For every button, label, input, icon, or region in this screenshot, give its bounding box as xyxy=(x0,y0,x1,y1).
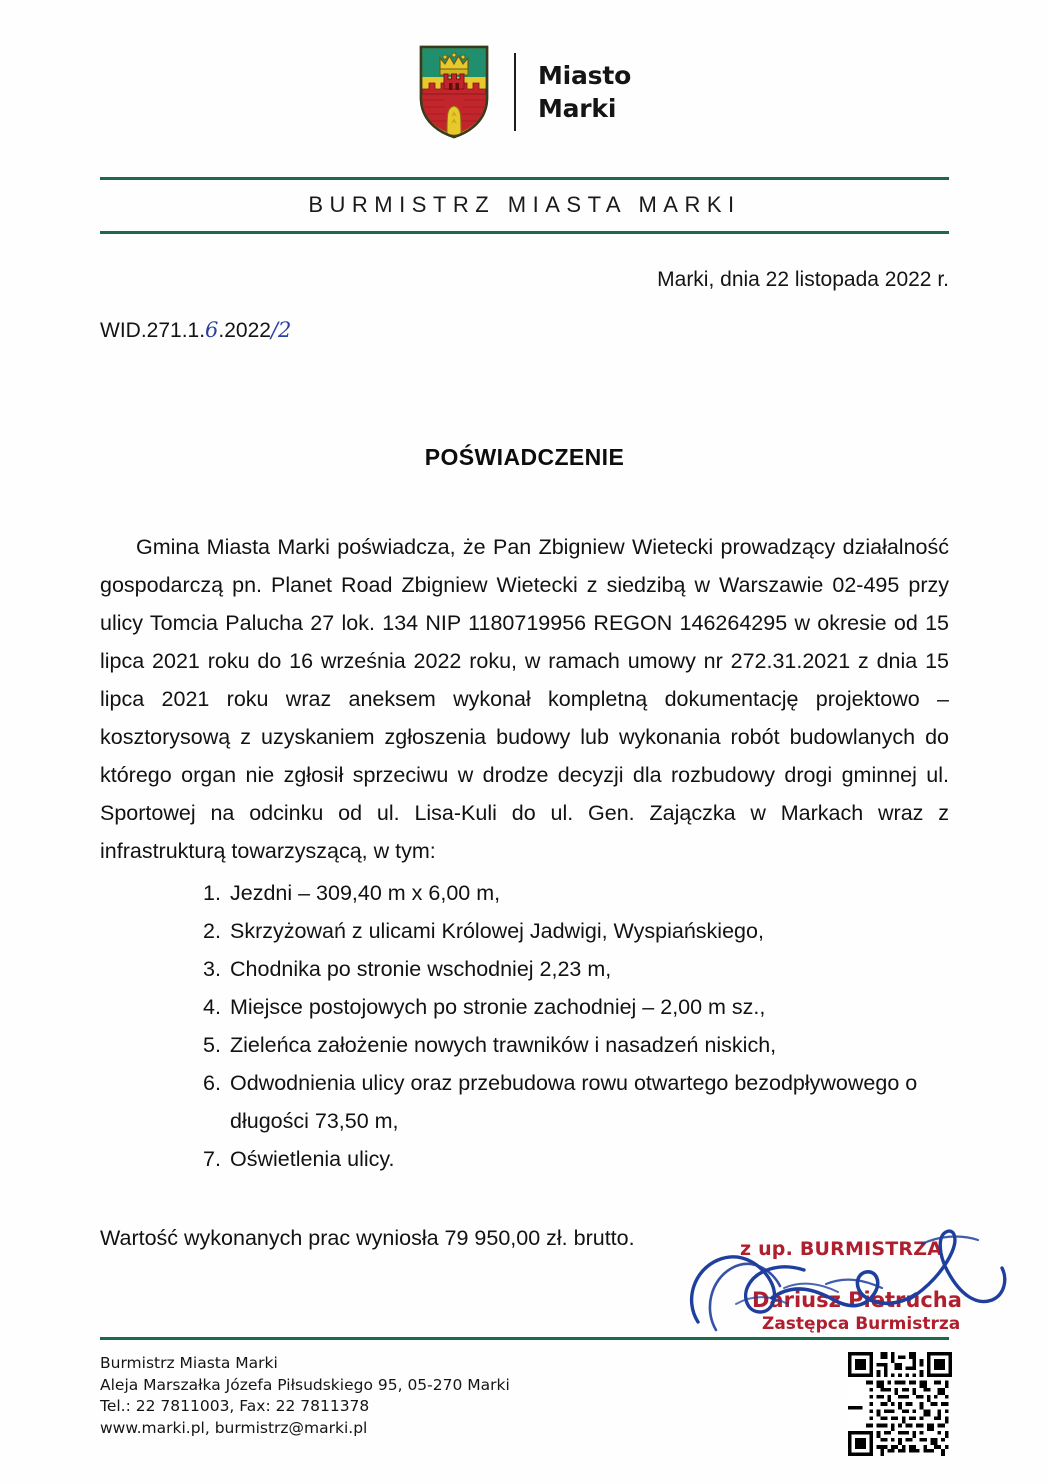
list-item: Miejsce postojowych po stronie zachodniej – 2,00 m sz., xyxy=(230,995,766,1019)
list-item: Oświetlenia ulicy. xyxy=(230,1147,395,1171)
footer-address xyxy=(100,1353,510,1439)
list-item: Odwodnienia ulicy oraz przebudowa rowu otwartego bezodpływowego o długości 73,50 m, xyxy=(230,1071,918,1133)
header-rule-top xyxy=(100,177,949,180)
brand-lockup xyxy=(418,44,631,140)
brand-name xyxy=(538,59,631,125)
footer-rule xyxy=(100,1337,949,1340)
body-paragraph: Gmina Miasta Marki poświadcza, że Pan Zbigniew Wietecki prowadzący działalność gospodarczą pn. Planet Road Zbigniew Wietecki z siedzibą w Warszawie 02-495 przy ulicy Tomcia Palucha 27 lok. 134 NIP 1180719956 REGON 146264295 w okresie od 15 lipca 2021 roku do 16 września 2022 roku, w ramach umowy nr 272.31.2021 z dnia 15 lipca 2021 roku wraz aneksem wykonał kompletną dokumentację projektowo – kosztorysową z uzyskaniem zgłoszenia budowy lub wykonania robót budowlanych do którego organ nie zgłosił sprzeciwu w drodze decyzji dla rozbudowy drogi gminnej ul. Sportowej na odcinku od ul. Lisa-Kuli do ul. Gen. Zajączka w Markach wraz z infrastrukturą towarzyszącą, w tym: xyxy=(100,535,949,863)
reference-handwritten-number: 6 xyxy=(205,318,219,342)
reference-prefix: WID.271.1. xyxy=(100,319,206,342)
brand-divider xyxy=(514,53,516,131)
reference-middle: .2022 xyxy=(218,319,271,342)
footer-line-2: Aleja Marszałka Józefa Piłsudskiego 95, 05-270 Marki xyxy=(100,1375,510,1394)
scope-of-works-list xyxy=(100,874,949,1178)
footer-line-1: Burmistrz Miasta Marki xyxy=(100,1354,278,1372)
document-body xyxy=(100,528,949,1178)
reference-handwritten-suffix: /2 xyxy=(270,318,292,342)
list-item: Jezdni – 309,40 m x 6,00 m, xyxy=(230,881,501,905)
footer-line-4: www.marki.pl, burmistrz@marki.pl xyxy=(100,1418,368,1437)
signature-block xyxy=(690,1228,1010,1340)
header-rule-bottom xyxy=(100,231,949,234)
official-stamp xyxy=(690,1228,1010,1340)
document-title: POŚWIADCZENIE xyxy=(424,444,625,470)
stamp-line-1: z up. BURMISTRZA xyxy=(740,1238,943,1260)
total-value-line: Wartość wykonanych prac wyniosła 79 950,00 zł. brutto. xyxy=(100,1226,635,1250)
date-line: Marki, dnia 22 listopada 2022 r. xyxy=(657,268,949,291)
qr-code-icon xyxy=(848,1352,952,1456)
list-item: Chodnika po stronie wschodniej 2,23 m, xyxy=(230,957,612,981)
reference-number xyxy=(100,318,291,343)
footer-line-3: Tel.: 22 7811003, Fax: 22 7811378 xyxy=(100,1397,370,1415)
brand-line-2: Marki xyxy=(537,94,617,123)
stamp-line-2: Dariusz Pietrucha xyxy=(752,1288,962,1312)
list-item: Zieleńca założenie nowych trawników i nasadzeń niskich, xyxy=(230,1033,777,1057)
brand-line-1: Miasto xyxy=(537,61,632,90)
stamp-line-3: Zastępca Burmistrza xyxy=(762,1314,961,1334)
list-item: Skrzyżowań z ulicami Królowej Jadwigi, Wyspiańskiego, xyxy=(230,919,764,943)
marki-coat-of-arms-icon xyxy=(418,44,490,140)
letterhead xyxy=(0,44,1049,140)
office-title: BURMISTRZ MIASTA MARKI xyxy=(308,192,741,217)
